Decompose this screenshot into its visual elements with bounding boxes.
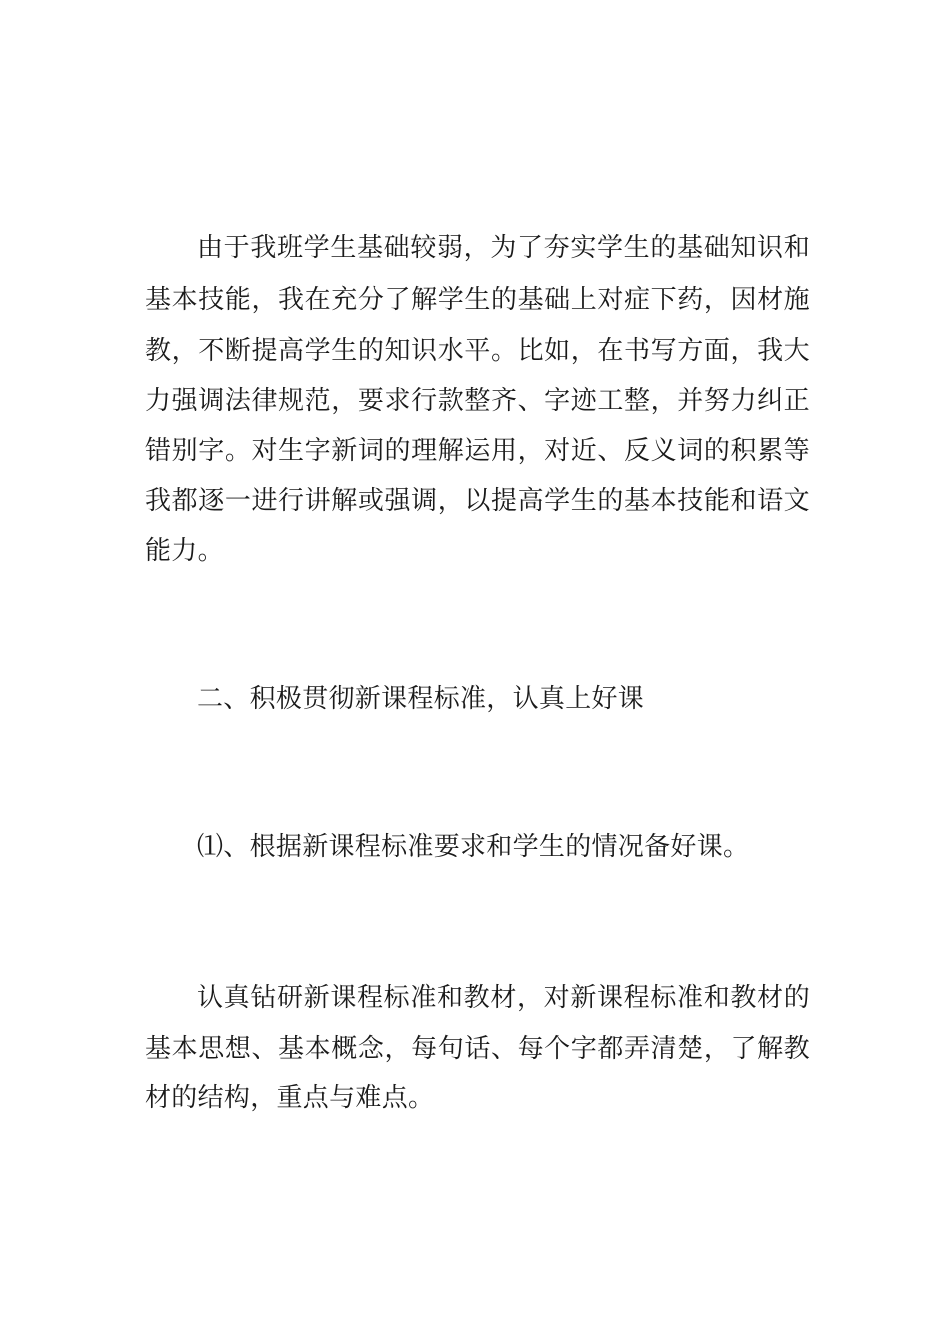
- paragraph-2-line-1: 认真钻研新课程标准和教材，对新课程标准和教材的: [197, 983, 810, 1013]
- paragraph-1-line-6: 我都逐一进行讲解或强调，以提高学生的基本技能和语文: [145, 486, 810, 516]
- paragraph-2-line-2: 基本思想、基本概念，每句话、每个字都弄清楚，了解教: [145, 1034, 810, 1064]
- paragraph-2-line-3: 材的结构，重点与难点。: [145, 1083, 435, 1113]
- paragraph-1-line-5: 错别字。对生字新词的理解运用，对近、反义词的积累等: [145, 436, 810, 466]
- subsection-heading: ⑴、根据新课程标准要求和学生的情况备好课。: [197, 832, 750, 862]
- paragraph-1-line-4: 力强调法律规范，要求行款整齐、字迹工整，并努力纠正: [145, 386, 810, 416]
- paragraph-1-line-1: 由于我班学生基础较弱，为了夯实学生的基础知识和: [197, 233, 810, 263]
- paragraph-1-line-3: 教，不断提高学生的知识水平。比如，在书写方面，我大: [145, 336, 810, 366]
- paragraph-1-line-2: 基本技能，我在充分了解学生的基础上对症下药，因材施: [145, 285, 810, 315]
- section-heading: 二、积极贯彻新课程标准，认真上好课: [197, 684, 645, 714]
- paragraph-1-line-7: 能力。: [145, 536, 224, 566]
